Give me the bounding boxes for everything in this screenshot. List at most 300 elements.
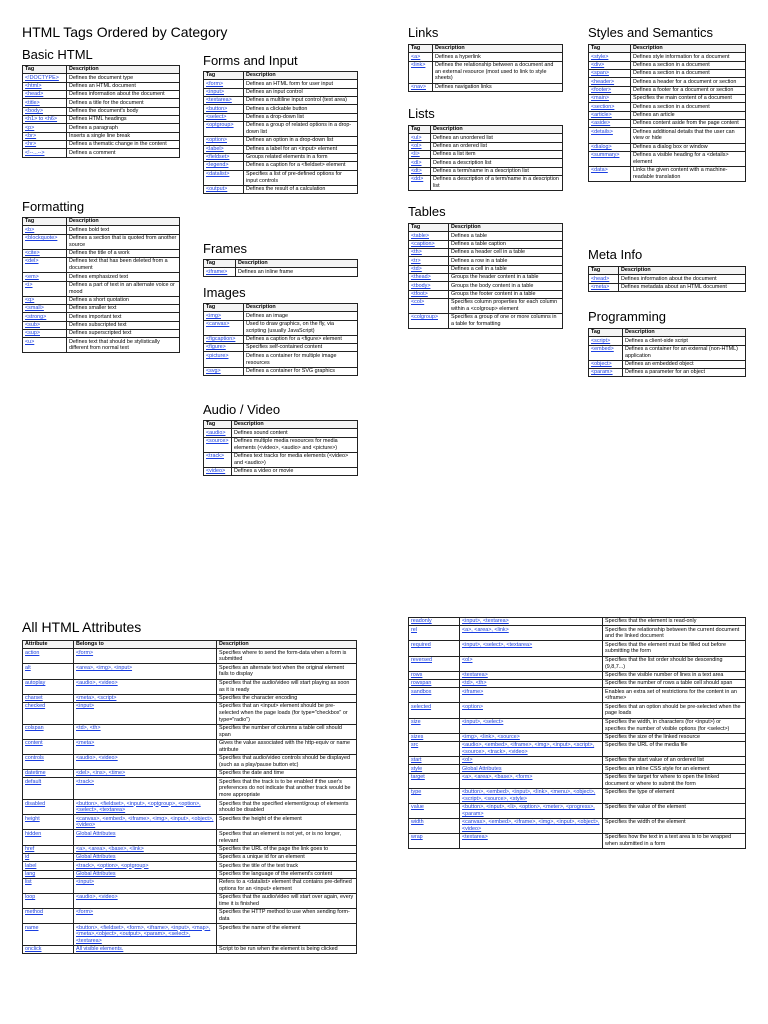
tag-description: Defines a footer for a document or section <box>631 86 746 94</box>
attribute-link[interactable]: selected <box>409 703 460 718</box>
table-row <box>409 741 746 756</box>
attribute-description: Specifies that the specified element/group of elements should be disabled <box>217 800 357 815</box>
table-row <box>409 257 563 265</box>
tag-link[interactable]: <tr> <box>409 257 449 265</box>
tag-description: Used to draw graphics, on the fly, via scripting (usually JavaScript) <box>244 320 358 335</box>
tag-description: Defines a header for a document or section <box>631 78 746 86</box>
tag-link[interactable]: <main> <box>589 95 631 103</box>
tag-link[interactable]: <dt> <box>409 167 431 175</box>
tag-link[interactable]: <details> <box>589 128 631 143</box>
section-title: Audio / Video <box>203 402 281 417</box>
tag-link[interactable]: <sub> <box>23 321 67 329</box>
tag-link[interactable]: <head> <box>589 275 619 283</box>
attribute-description: Specifies the language of the element's content <box>217 870 357 878</box>
tag-description: Defines an image <box>244 312 358 320</box>
table-row <box>409 61 563 83</box>
table-row <box>589 53 746 61</box>
attribute-link[interactable]: hidden <box>23 830 74 845</box>
column-header-tag: Tag <box>204 421 232 429</box>
tag-link[interactable]: <picture> <box>204 352 244 367</box>
attribute-link[interactable]: lang <box>23 870 74 878</box>
section-title: Lists <box>408 106 435 121</box>
tag-description: Defines an embedded object <box>623 360 746 368</box>
belongs-to-link[interactable]: <track> <box>74 778 217 800</box>
belongs-to-link[interactable]: <button>, <fieldset>, <form>, <iframe>, <input>, <map>, <meta>,<object>, <output>, <param>, <select>, <textarea> <box>74 924 217 946</box>
belongs-to-link[interactable]: <textarea> <box>460 834 603 849</box>
attribute-link[interactable]: action <box>23 649 74 664</box>
tag-link[interactable]: <div> <box>589 61 631 69</box>
belongs-to-link[interactable]: <audio>, <video> <box>74 755 217 770</box>
tag-link[interactable]: <dd> <box>409 176 431 191</box>
table-row <box>204 122 358 137</box>
table-row <box>23 249 180 257</box>
table-row <box>204 268 358 276</box>
attribute-link[interactable]: colspan <box>23 724 74 739</box>
attribute-description: Specifies the width, in characters (for <input>) or specifies the number of visible options (for <select>) <box>603 718 746 733</box>
belongs-to-link[interactable]: <form> <box>74 909 217 924</box>
belongs-to-link[interactable]: <audio>, <embed>, <iframe>, <img>, <input>, <script>, <source>, <track>, <video> <box>460 741 603 756</box>
tag-link[interactable]: <td> <box>409 265 449 273</box>
attribute-link[interactable]: list <box>23 878 74 893</box>
attribute-link[interactable]: rel <box>409 626 460 641</box>
tag-description: Defines the title of a work <box>67 249 180 257</box>
tag-link[interactable]: <em> <box>23 273 67 281</box>
table-header-row <box>204 304 358 312</box>
tag-description: Defines additional details that the user can view or hide <box>631 128 746 143</box>
attribute-link[interactable]: src <box>409 741 460 756</box>
belongs-to-link[interactable]: <button>, <input>, <li>, <option>, <meter>, <progress>, <param> <box>460 803 603 818</box>
table-row <box>409 718 746 733</box>
attribute-link[interactable]: alt <box>23 664 74 679</box>
tag-description: Defines a term/name in a description list <box>431 167 563 175</box>
table-row <box>409 773 746 788</box>
table-row <box>23 664 357 679</box>
attributes-title: All HTML Attributes <box>22 619 142 635</box>
table-row <box>409 134 563 142</box>
tag-link[interactable]: <optgroup> <box>204 122 244 137</box>
attribute-link[interactable]: checked <box>23 702 74 724</box>
tag-description: Defines a clickable button <box>244 105 358 113</box>
belongs-to-link[interactable]: <button>, <fieldset>, <input>, <optgroup>, <option>, <select>, <textarea> <box>74 800 217 815</box>
tag-description: Groups related elements in a form <box>244 153 358 161</box>
tag-link[interactable]: <!DOCTYPE> <box>23 74 67 82</box>
table-row <box>204 105 358 113</box>
column-header-description: Description <box>67 218 180 226</box>
belongs-to-link[interactable]: <td>, <th> <box>460 679 603 687</box>
attribute-link[interactable]: readonly <box>409 618 460 626</box>
attribute-link[interactable]: size <box>409 718 460 733</box>
belongs-to-link[interactable]: <img>, <link>, <source> <box>460 733 603 741</box>
belongs-to-link[interactable]: <iframe> <box>460 688 603 703</box>
attribute-link[interactable]: disabled <box>23 800 74 815</box>
attribute-link[interactable]: label <box>23 862 74 870</box>
tag-description: Defines a label for an <input> element <box>244 145 358 153</box>
tag-link[interactable]: <svg> <box>204 367 244 375</box>
tag-link[interactable]: <img> <box>204 312 244 320</box>
attribute-link[interactable]: height <box>23 815 74 830</box>
table-row <box>589 345 746 360</box>
belongs-to-link[interactable]: <del>, <ins>, <time> <box>74 770 217 778</box>
tag-link[interactable]: <nav> <box>409 83 433 91</box>
table-header-row <box>589 329 746 337</box>
tag-link[interactable]: <small> <box>23 305 67 313</box>
tag-link[interactable]: <input> <box>204 88 244 96</box>
attribute-link[interactable]: start <box>409 757 460 765</box>
table-row <box>409 757 746 765</box>
tag-link[interactable]: <i> <box>23 281 67 296</box>
belongs-to-link[interactable]: <input> <box>74 702 217 724</box>
attribute-description: Specifies that the audio/video will start over again, every time it is finished <box>217 894 357 909</box>
tag-link[interactable]: <data> <box>589 166 631 181</box>
tag-link[interactable]: <caption> <box>409 240 449 248</box>
tag-link[interactable]: <footer> <box>589 86 631 94</box>
tag-link[interactable]: <tfoot> <box>409 290 449 298</box>
tag-description: Defines a visible heading for a <details> element <box>631 151 746 166</box>
belongs-to-link[interactable]: <input>, <select>, <textarea> <box>460 641 603 656</box>
tag-link[interactable]: <select> <box>204 113 244 121</box>
section-tables <box>408 205 563 329</box>
tag-description: Defines subscripted text <box>67 321 180 329</box>
table-row <box>589 78 746 86</box>
attribute-link[interactable]: loop <box>23 894 74 909</box>
tag-link[interactable]: <head> <box>23 91 67 99</box>
attribute-link[interactable]: value <box>409 803 460 818</box>
tag-description: Defines a row in a table <box>449 257 563 265</box>
attribute-link[interactable]: charset <box>23 694 74 702</box>
table-row <box>589 283 746 291</box>
tag-link[interactable]: <fieldset> <box>204 153 244 161</box>
tag-link[interactable]: <strong> <box>23 313 67 321</box>
belongs-to-link[interactable]: <meta>, <script> <box>74 694 217 702</box>
tag-link[interactable]: <!--...--> <box>23 149 67 157</box>
tag-link[interactable]: <style> <box>589 53 631 61</box>
tag-link[interactable]: <br> <box>23 132 67 140</box>
tag-description: Defines a section that is quoted from another source <box>67 234 180 249</box>
belongs-to-link[interactable]: Global Attributes <box>460 765 603 773</box>
table-row <box>23 649 357 664</box>
table-row <box>409 232 563 240</box>
table-row <box>23 305 180 313</box>
tag-description: Defines a thematic change in the content <box>67 141 180 149</box>
attribute-link[interactable]: content <box>23 739 74 754</box>
table-row <box>23 878 357 893</box>
table-row <box>204 467 358 475</box>
table-row <box>204 97 358 105</box>
table-row <box>409 788 746 803</box>
table-header-row <box>409 45 563 53</box>
attribute-link[interactable]: sizes <box>409 733 460 741</box>
tag-link[interactable]: <h1> to <h6> <box>23 116 67 124</box>
styles-semantics-table <box>588 44 746 182</box>
tag-link[interactable]: <summary> <box>589 151 631 166</box>
attribute-link[interactable]: id <box>23 853 74 861</box>
table-row <box>204 335 358 343</box>
column-header-tag: Tag <box>23 66 67 74</box>
belongs-to-link[interactable]: <track>, <option>, <optgroup> <box>74 862 217 870</box>
tag-link[interactable]: <option> <box>204 137 244 145</box>
attribute-description: Specifies the relationship between the current document and the linked document <box>603 626 746 641</box>
tag-link[interactable]: <output> <box>204 185 244 193</box>
tag-link[interactable]: <p> <box>23 124 67 132</box>
table-row <box>409 265 563 273</box>
tag-link[interactable]: <source> <box>204 437 232 452</box>
tag-description: Defines a header cell in a table <box>449 249 563 257</box>
tag-description: Defines the result of a calculation <box>244 185 358 193</box>
tag-link[interactable]: <del> <box>23 258 67 273</box>
section-title: Forms and Input <box>203 53 298 68</box>
tag-link[interactable]: <figure> <box>204 344 244 352</box>
belongs-to-link[interactable]: <audio>, <video> <box>74 894 217 909</box>
table-row <box>409 679 746 687</box>
tag-description: Defines a container for multiple image resources <box>244 352 358 367</box>
table-row <box>23 894 357 909</box>
belongs-to-link[interactable]: <textarea> <box>460 671 603 679</box>
tag-link[interactable]: <audio> <box>204 429 232 437</box>
table-row <box>23 313 180 321</box>
belongs-to-link[interactable]: <a>, <area>, <link> <box>460 626 603 641</box>
section-formatting <box>22 200 180 353</box>
tag-link[interactable]: <th> <box>409 249 449 257</box>
column-header-tag: Tag <box>204 72 244 80</box>
attribute-link[interactable]: name <box>23 924 74 946</box>
section-title: Styles and Semantics <box>588 25 714 40</box>
table-row <box>23 281 180 296</box>
attribute-link[interactable]: autoplay <box>23 679 74 694</box>
tag-link[interactable]: <body> <box>23 107 67 115</box>
tag-description: Defines a multiline input control (text area) <box>244 97 358 105</box>
table-row <box>23 853 357 861</box>
belongs-to-link[interactable]: <input> <box>74 878 217 893</box>
table-row <box>409 53 563 61</box>
table-row <box>23 946 357 954</box>
attribute-link[interactable]: default <box>23 778 74 800</box>
tag-description: Defines a section in a document <box>631 61 746 69</box>
table-row <box>23 226 180 234</box>
table-row <box>589 166 746 181</box>
tag-link[interactable]: <dl> <box>409 159 431 167</box>
column-header-description: Description <box>623 329 746 337</box>
tag-link[interactable]: <thead> <box>409 274 449 282</box>
attribute-link[interactable]: style <box>409 765 460 773</box>
tag-link[interactable]: <object> <box>589 360 623 368</box>
table-row <box>589 86 746 94</box>
tag-link[interactable]: <title> <box>23 99 67 107</box>
table-row <box>409 159 563 167</box>
tag-link[interactable]: <hr> <box>23 141 67 149</box>
table-row <box>204 367 358 375</box>
tag-link[interactable]: <blockquote> <box>23 234 67 249</box>
attribute-link[interactable]: target <box>409 773 460 788</box>
tag-link[interactable]: <video> <box>204 467 232 475</box>
tag-description: Defines HTML headings <box>67 116 180 124</box>
tag-link[interactable]: <dialog> <box>589 143 631 151</box>
table-row <box>23 830 357 845</box>
tag-description: Defines metadata about an HTML document <box>619 283 746 291</box>
column-header-tag: Tag <box>589 329 623 337</box>
tag-link[interactable]: <param> <box>589 369 623 377</box>
attribute-link[interactable]: controls <box>23 755 74 770</box>
belongs-to-link[interactable]: <input>, <select> <box>460 718 603 733</box>
formatting-table <box>22 217 180 353</box>
tag-description: Defines an HTML form for user input <box>244 80 358 88</box>
tag-link[interactable]: <q> <box>23 296 67 304</box>
tag-link[interactable]: <iframe> <box>204 268 236 276</box>
attribute-link[interactable]: required <box>409 641 460 656</box>
tag-link[interactable]: <section> <box>589 103 631 111</box>
attribute-link[interactable]: onclick <box>23 946 74 954</box>
table-row <box>23 116 180 124</box>
attribute-link[interactable]: sandbox <box>409 688 460 703</box>
table-row <box>23 74 180 82</box>
table-header-row <box>409 126 563 134</box>
tag-link[interactable]: <sup> <box>23 330 67 338</box>
tag-link[interactable]: <col> <box>409 299 449 314</box>
tag-link[interactable]: <figcaption> <box>204 335 244 343</box>
tag-link[interactable]: <label> <box>204 145 244 153</box>
tag-description: Defines a part of text in an alternate voice or mood <box>67 281 180 296</box>
tag-description: Specifies column properties for each column within a <colgroup> element <box>449 299 563 314</box>
belongs-to-link[interactable]: <option> <box>460 703 603 718</box>
tag-link[interactable]: <cite> <box>23 249 67 257</box>
tag-link[interactable]: <track> <box>204 452 232 467</box>
table-row <box>23 778 357 800</box>
tag-link[interactable]: <ul> <box>409 134 431 142</box>
attribute-link[interactable]: datetime <box>23 770 74 778</box>
attribute-description: Specifies the size of the linked resource <box>603 733 746 741</box>
tag-link[interactable]: <button> <box>204 105 244 113</box>
table-row <box>409 299 563 314</box>
tag-link[interactable]: <datalist> <box>204 170 244 185</box>
tag-description: Defines a table <box>449 232 563 240</box>
tag-link[interactable]: <link> <box>409 61 433 83</box>
attribute-link[interactable]: method <box>23 909 74 924</box>
attribute-link[interactable]: rowspan <box>409 679 460 687</box>
belongs-to-link[interactable]: <canvas>, <embed>, <iframe>, <img>, <input>, <object>, <video> <box>74 815 217 830</box>
table-row <box>409 167 563 175</box>
attribute-description: Specifies that the element must be filled out before submitting the form <box>603 641 746 656</box>
tag-description: Links the given content with a machine-readable translation <box>631 166 746 181</box>
table-row <box>409 765 746 773</box>
attribute-link[interactable]: wrap <box>409 834 460 849</box>
attribute-description: Specifies the URL of the page the link goes to <box>217 845 357 853</box>
table-row <box>409 240 563 248</box>
tag-link[interactable]: <script> <box>589 337 623 345</box>
belongs-to-link[interactable]: <ol> <box>460 757 603 765</box>
belongs-to-link[interactable]: <ol> <box>460 656 603 671</box>
tag-link[interactable]: <a> <box>409 53 433 61</box>
belongs-to-link[interactable]: <canvas>, <embed>, <iframe>, <img>, <input>, <object>, <video> <box>460 819 603 834</box>
tag-link[interactable]: <article> <box>589 111 631 119</box>
table-row <box>409 819 746 834</box>
table-row <box>589 143 746 151</box>
tag-description: Defines content aside from the page content <box>631 120 746 128</box>
belongs-to-link[interactable]: <a>, <area>, <base>, <link> <box>74 845 217 853</box>
column-header-tag: Tag <box>409 45 433 53</box>
belongs-to-link[interactable]: Global Attributes <box>74 853 217 861</box>
tag-link[interactable]: <span> <box>589 70 631 78</box>
belongs-to-link[interactable]: <button>, <embed>, <input>, <link>, <menu>, <object>, <script>, <source>, <style> <box>460 788 603 803</box>
belongs-to-link[interactable]: <a>, <area>, <base>, <form> <box>460 773 603 788</box>
attribute-description: Specifies the value of the element <box>603 803 746 818</box>
attribute-description: Specifies that audio/video controls should be displayed (such as a play/pause button etc) <box>217 755 357 770</box>
attributes-table-right-wrap <box>408 617 746 1024</box>
table-header-row <box>23 641 357 649</box>
table-row <box>204 80 358 88</box>
attribute-link[interactable]: reversed <box>409 656 460 671</box>
tag-link[interactable]: <colgroup> <box>409 314 449 329</box>
tag-link[interactable]: <html> <box>23 82 67 90</box>
table-row <box>409 274 563 282</box>
attribute-link[interactable]: width <box>409 819 460 834</box>
tag-link[interactable]: <header> <box>589 78 631 86</box>
tag-link[interactable]: <b> <box>23 226 67 234</box>
tag-description: Defines superscripted text <box>67 330 180 338</box>
frames-table <box>203 259 358 277</box>
table-row <box>23 862 357 870</box>
tag-link[interactable]: <aside> <box>589 120 631 128</box>
attribute-link[interactable]: type <box>409 788 460 803</box>
belongs-to-link[interactable]: <meta> <box>74 739 217 754</box>
tag-link[interactable]: <meta> <box>589 283 619 291</box>
tag-description: Defines the document type <box>67 74 180 82</box>
tag-description: Defines a cell in a table <box>449 265 563 273</box>
section-title: Basic HTML <box>22 47 93 62</box>
attribute-description: Specifies that the audio/video will start playing as soon as it is ready <box>217 679 357 694</box>
column-header-description: Description <box>433 45 563 53</box>
belongs-to-link[interactable]: <audio>, <video> <box>74 679 217 694</box>
belongs-to-link[interactable]: <td>, <th> <box>74 724 217 739</box>
belongs-to-link[interactable]: <input>, <textarea> <box>460 618 603 626</box>
tag-link[interactable]: <tbody> <box>409 282 449 290</box>
tag-link[interactable]: <legend> <box>204 162 244 170</box>
tag-link[interactable]: <form> <box>204 80 244 88</box>
section-title: Frames <box>203 241 248 256</box>
table-row <box>589 111 746 119</box>
tag-description: Defines multiple media resources for media elements (<video>, <audio> and <picture>) <box>232 437 358 452</box>
belongs-to-link[interactable]: <area>, <img>, <input> <box>74 664 217 679</box>
tag-link[interactable]: <canvas> <box>204 320 244 335</box>
column-header-tag: Tag <box>204 304 244 312</box>
belongs-to-link[interactable]: Global Attributes <box>74 870 217 878</box>
tag-description: Defines an inline frame <box>236 268 358 276</box>
tag-description: Defines a title for the document <box>67 99 180 107</box>
tag-description: Defines a group of related options in a drop-down list <box>244 122 358 137</box>
attribute-link[interactable]: href <box>23 845 74 853</box>
belongs-to-link[interactable]: All visible elements. <box>74 946 217 954</box>
attribute-link[interactable]: rows <box>409 671 460 679</box>
tag-link[interactable]: <embed> <box>589 345 623 360</box>
tag-link[interactable]: <table> <box>409 232 449 240</box>
column-header-tag: Tag <box>589 45 631 53</box>
table-row <box>23 321 180 329</box>
tag-link[interactable]: <textarea> <box>204 97 244 105</box>
section-links <box>408 26 563 92</box>
column-header-description: Description <box>449 224 563 232</box>
attribute-description: Specifies that an <input> element should be pre-selected when the page loads (for type="checkbox" or type="radio") <box>217 702 357 724</box>
tag-link[interactable]: <u> <box>23 338 67 353</box>
table-row <box>23 724 357 739</box>
table-row <box>589 128 746 143</box>
belongs-to-link[interactable]: <form> <box>74 649 217 664</box>
attribute-description: Specifies how the text in a text area is to be wrapped when submitted in a form <box>603 834 746 849</box>
tag-link[interactable]: <ol> <box>409 142 431 150</box>
belongs-to-link[interactable]: Global Attributes <box>74 830 217 845</box>
tag-link[interactable]: <li> <box>409 151 431 159</box>
table-row <box>589 103 746 111</box>
attribute-description: Specifies the URL of the media file <box>603 741 746 756</box>
table-row <box>204 352 358 367</box>
table-row <box>589 337 746 345</box>
